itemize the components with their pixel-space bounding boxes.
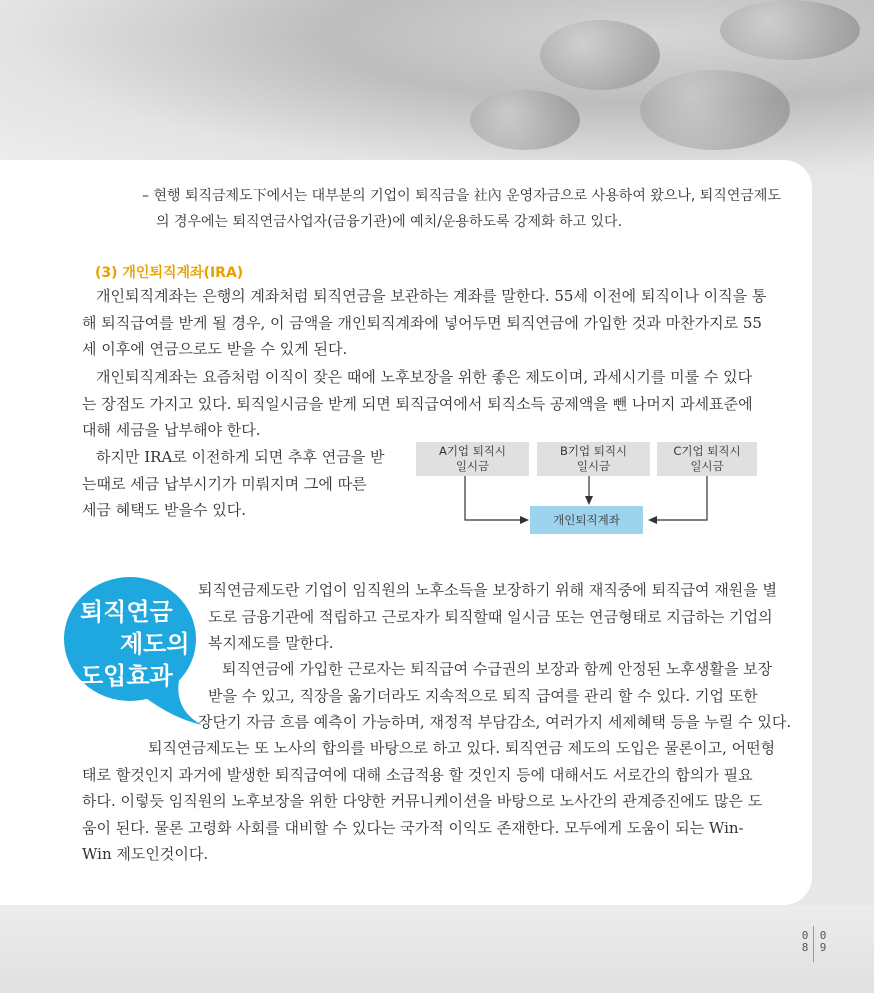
bullet-text-line2: 의 경우에는 퇴직연금사업자(금융기관)에 예치/운용하도록 강제화 하고 있다.	[156, 214, 623, 230]
box-b-line2: 일시금	[576, 459, 611, 473]
text-line: 받을 수 있고, 직장을 옮기더라도 지속적으로 퇴직 급여를 관리 할 수 있다. 기업 또한	[208, 686, 758, 705]
diagram-target-box: 개인퇴직계좌	[530, 506, 643, 534]
effect-paragraph-2	[198, 656, 792, 736]
text-line: Win 제도인것이다.	[82, 845, 209, 863]
text-line: 도로 금융기관에 적립하고 근로자가 퇴직할때 일시금 또는 연금형태로 지급하는 기업의	[208, 607, 773, 626]
page-number-left	[800, 930, 810, 954]
text-line: 개인퇴직계좌는 은행의 계좌처럼 퇴직연금을 보관하는 계좌를 말한다. 55세 이전에 퇴직이나 이직을 통	[96, 287, 767, 305]
text-line: 해 퇴직급여를 받게 될 경우, 이 금액을 개인퇴직계좌에 넣어두면 퇴직연금에 가입한 것과 마찬가지로 55	[82, 313, 762, 332]
page-digit: 0	[819, 929, 827, 942]
text-line: 퇴직연금제도란 기업이 임직원의 노후소득을 보장하기 위해 재직중에 퇴직급여 재원을 별	[198, 581, 778, 599]
box-c-line1: C기업 퇴직시	[673, 444, 741, 458]
text-line: 움이 된다. 물론 고령화 사회를 대비할 수 있다는 국가적 이익도 존재한다. 모두에게 도움이 되는 Win-	[82, 818, 744, 837]
arrow-c-to-target	[653, 476, 707, 520]
arrowhead-down	[585, 496, 593, 505]
text-line: 퇴직연금에 가입한 근로자는 퇴직급여 수급권의 보장과 함께 안정된 노후생활을 보장	[222, 660, 773, 678]
callout-line: 퇴직연금	[80, 598, 173, 626]
callout-line: 도입효과	[80, 662, 173, 690]
effect-paragraph-1	[198, 577, 784, 657]
page-number-right	[818, 930, 828, 954]
callout-line: 제도의	[120, 630, 190, 658]
callout-title	[80, 596, 200, 692]
box-b-line1: B기업 퇴직시	[559, 444, 628, 458]
page-digit: 9	[819, 941, 827, 954]
text-line: 하지만 IRA로 이전하게 되면 추후 연금을 받	[96, 448, 385, 466]
bullet-text-line1: – 현행 퇴직금제도下에서는 대부분의 기업이 퇴직금을 社內 운영자금으로 사용하여 왔으나, 퇴직연금제도	[142, 188, 781, 204]
text-line: 하다. 이렇듯 임직원의 노후보장을 위한 다양한 커뮤니케이션을 바탕으로 노사간의 관계증진에도 많은 도	[82, 792, 763, 810]
text-line: 퇴직연금제도는 또 노사의 합의를 바탕으로 하고 있다. 퇴직연금 제도의 도입은 물론이고, 어떤형	[148, 739, 776, 757]
text-line: 개인퇴직계좌는 요즘처럼 이직이 잦은 때에 노후보장을 위한 좋은 제도이며, 과세시기를 미룰 수 있다	[96, 368, 753, 386]
box-a-line1: A기업 퇴직시	[438, 444, 507, 458]
text-line: 대해 세금을 납부해야 한다.	[82, 421, 261, 439]
arrow-a-to-target	[465, 476, 525, 520]
box-a-line2: 일시금	[455, 459, 490, 473]
arrowhead-right	[520, 516, 529, 524]
effect-paragraph-3	[82, 735, 784, 868]
arrowhead-left	[648, 516, 657, 524]
box-c-line2: 일시금	[690, 459, 724, 473]
page-digit: 8	[801, 941, 809, 954]
page-digit: 0	[801, 929, 809, 942]
text-line: 장단기 자금 흐름 예측이 가능하며, 재정적 부담감소, 여러가지 세제혜택 등을 누릴 수 있다.	[198, 713, 792, 731]
text-line: 는 장점도 가지고 있다. 퇴직일시금을 받게 되면 퇴직급여에서 퇴직소득 공제액을 뺀 나머지 과세표준에	[82, 394, 753, 413]
text-line: 태로 할것인지 과거에 발생한 퇴직급여에 대해 소급적용 할 것인지 등에 대해서도 서로간의 합의가 필요	[82, 765, 753, 784]
text-line: 복지제도를 말한다.	[208, 634, 334, 652]
text-line: 는때로 세금 납부시기가 미뤄지며 그에 따른	[82, 474, 367, 493]
text-line: 세 이후에 연금으로도 받을 수 있게 된다.	[82, 340, 348, 358]
text-line: 세금 혜택도 받을수 있다.	[82, 501, 246, 519]
page-number-divider	[813, 926, 814, 962]
section-title: (3) 개인퇴직계좌(IRA)	[95, 265, 244, 281]
